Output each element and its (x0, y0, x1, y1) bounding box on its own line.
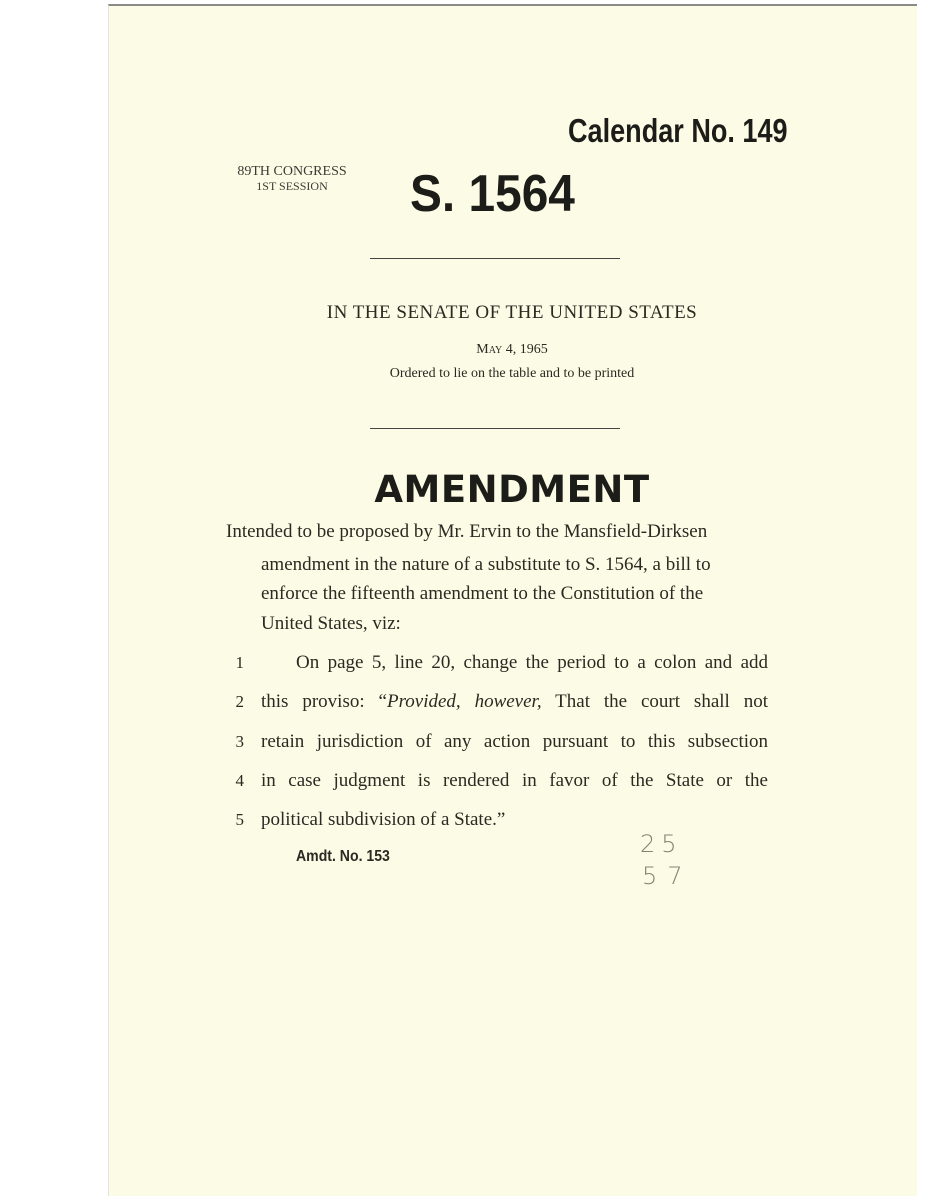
divider (370, 428, 620, 429)
amendment-line: in case judgment is rendered in favor of the State or the (261, 770, 768, 791)
document-title: AMENDMENT (374, 468, 650, 511)
intro-line: Intended to be proposed by Mr. Ervin to the Mansfield-Dirksen (226, 521, 708, 542)
amendment-line (261, 691, 768, 713)
congress-session (222, 164, 362, 194)
handwritten-note: 25 (640, 830, 683, 858)
line-number: 3 (235, 732, 244, 751)
line-number: 4 (235, 771, 244, 790)
line-text: this proviso: “ (261, 691, 387, 712)
bill-number: S. 1564 (410, 165, 575, 223)
divider (370, 258, 620, 259)
amendment-line: On page 5, line 20, change the period to a colon and add (296, 652, 768, 673)
line-number: 1 (235, 653, 244, 672)
handwritten-note: 57 (642, 862, 693, 890)
session-label: 1ST SESSION (256, 179, 328, 193)
italic-text: Provided, however, (386, 691, 542, 712)
line-number: 5 (235, 810, 244, 829)
intro-line: enforce the fifteenth amendment to the Constitution of the (261, 583, 704, 604)
line-number: 2 (235, 692, 244, 711)
amendment-line: political subdivision of a State.” (261, 809, 506, 830)
date: May 4, 1965 (476, 342, 548, 357)
intro-line: United States, viz: (261, 613, 401, 634)
amendment-number: Amdt. No. 153 (296, 848, 390, 865)
amendment-line: retain jurisdiction of any action pursuant to this subsection (261, 731, 768, 752)
chamber-heading: IN THE SENATE OF THE UNITED STATES (326, 302, 698, 323)
intro-line: amendment in the nature of a substitute to S. 1564, a bill to (261, 554, 711, 575)
calendar-number: Calendar No. 149 (568, 112, 788, 149)
line-text: That the court shall not (541, 691, 769, 712)
order-text: Ordered to lie on the table and to be printed (389, 366, 635, 381)
congress-label: 89TH CONGRESS (237, 164, 347, 179)
